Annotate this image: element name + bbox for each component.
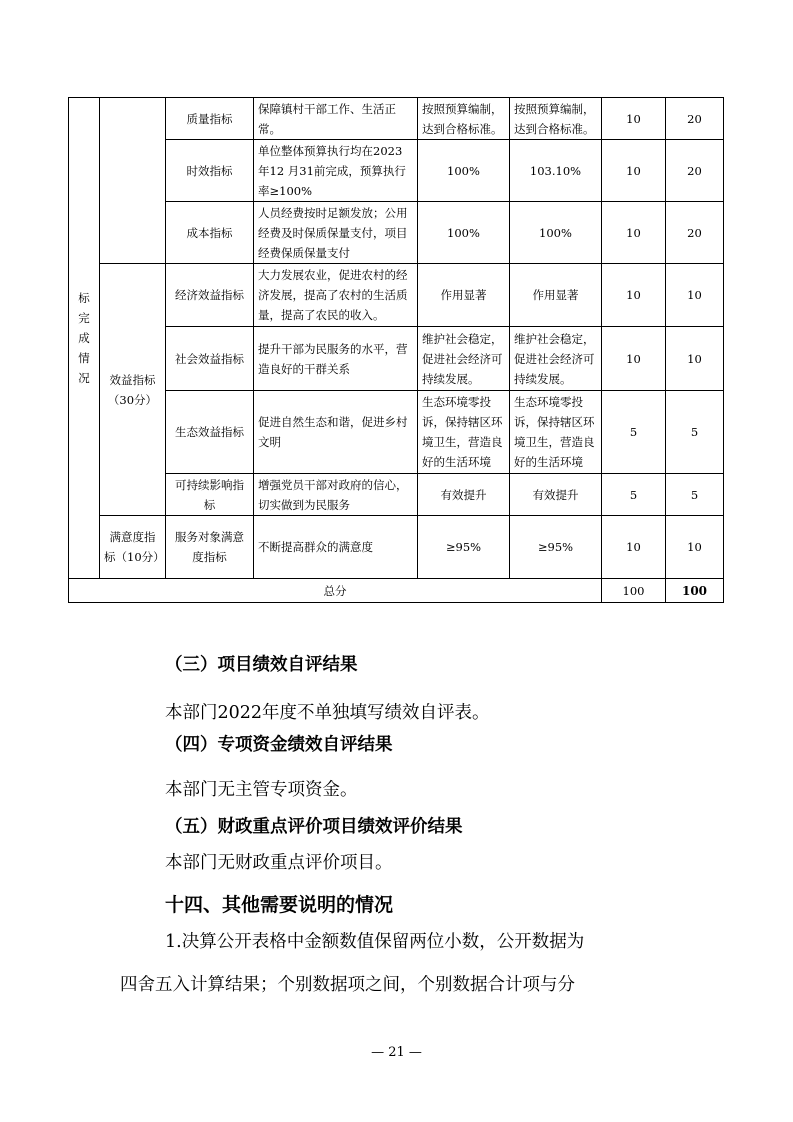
- content-cell: 提升干部为民服务的水平，营造良好的干群关系: [254, 327, 418, 391]
- target-cell: 100%: [418, 140, 510, 202]
- weight-cell: 10: [602, 516, 666, 579]
- weight-cell: 5: [602, 474, 666, 516]
- target-cell: 作用显著: [418, 264, 510, 327]
- target-cell: 生态环境零投诉，保持辖区环境卫生，营造良好的生活环境: [418, 391, 510, 474]
- table-row: [69, 202, 724, 264]
- total-label: 总分: [69, 579, 602, 603]
- target-cell: 100%: [418, 202, 510, 264]
- table-row: [69, 391, 724, 474]
- weight-cell: 10: [602, 264, 666, 327]
- actual-cell: 按照预算编制，达到合格标准。: [510, 98, 602, 140]
- heading-other-matters: 十四、其他需要说明的情况: [165, 894, 394, 916]
- content-cell: 单位整体预算执行均在2023年12 月31前完成，预算执行率≥100%: [254, 140, 418, 202]
- indicator-cell: 时效指标: [166, 140, 254, 202]
- weight-cell: 10: [602, 98, 666, 140]
- content-cell: 大力发展农业，促进农村的经济发展，提高了农村的生活质量，提高了农民的收入。: [254, 264, 418, 327]
- actual-cell: 维护社会稳定，促进社会经济可持续发展。: [510, 327, 602, 391]
- content-cell: 人员经费按时足额发放；公用经费及时保质保量支付，项目经费保质保量支付: [254, 202, 418, 264]
- indicator-cell: 社会效益指标: [166, 327, 254, 391]
- indicator-cell: 服务对象满意度指标: [166, 516, 254, 579]
- table-row: [69, 516, 724, 579]
- target-cell: ≥95%: [418, 516, 510, 579]
- paragraph-project-results: 本部门2022年度不单独填写绩效自评表。: [165, 703, 490, 723]
- total-row: [69, 579, 724, 603]
- output-group-cell: [100, 98, 166, 264]
- table-row: [69, 264, 724, 327]
- performance-indicator-table: [68, 97, 724, 603]
- indicator-cell: 可持续影响指标: [166, 474, 254, 516]
- score-cell: 5: [666, 474, 724, 516]
- content-cell: 保障镇村干部工作、生活正常。: [254, 98, 418, 140]
- total-weight: 100: [602, 579, 666, 603]
- paragraph-other-line-1: 1.决算公开表格中金额数值保留两位小数，公开数据为: [165, 932, 585, 952]
- total-score: 100: [666, 579, 724, 603]
- content-cell: 促进自然生态和谐，促进乡村文明: [254, 391, 418, 474]
- score-cell: 10: [666, 516, 724, 579]
- actual-cell: 作用显著: [510, 264, 602, 327]
- weight-cell: 5: [602, 391, 666, 474]
- target-cell: 按照预算编制，达到合格标准。: [418, 98, 510, 140]
- benefit-group-cell: 效益指标（30分）: [100, 264, 166, 516]
- actual-cell: ≥95%: [510, 516, 602, 579]
- paragraph-other-line-2: 四舍五入计算结果；个别数据项之间，个别数据合计项与分: [120, 975, 575, 995]
- score-cell: 10: [666, 264, 724, 327]
- indicator-cell: 成本指标: [166, 202, 254, 264]
- content-cell: 增强党员干部对政府的信心，切实做到为民服务: [254, 474, 418, 516]
- satisfaction-group-cell: 满意度指标（10分）: [100, 516, 166, 579]
- paragraph-fiscal-evaluation: 本部门无财政重点评价项目。: [165, 853, 393, 873]
- category-cell: 标 完 成 情 况: [69, 98, 100, 579]
- heading-fiscal-evaluation: （五）财政重点评价项目绩效评价结果: [165, 817, 463, 837]
- actual-cell: 生态环境零投诉，保持辖区环境卫生，营造良好的生活环境: [510, 391, 602, 474]
- weight-cell: 10: [602, 202, 666, 264]
- weight-cell: 10: [602, 327, 666, 391]
- score-cell: 5: [666, 391, 724, 474]
- score-cell: 10: [666, 327, 724, 391]
- weight-cell: 10: [602, 140, 666, 202]
- heading-special-funds: （四）专项资金绩效自评结果: [165, 735, 393, 755]
- content-cell: 不断提高群众的满意度: [254, 516, 418, 579]
- indicator-cell: 生态效益指标: [166, 391, 254, 474]
- table-row: [69, 327, 724, 391]
- table-row: [69, 140, 724, 202]
- indicator-cell: 质量指标: [166, 98, 254, 140]
- target-cell: 有效提升: [418, 474, 510, 516]
- target-cell: 维护社会稳定，促进社会经济可持续发展。: [418, 327, 510, 391]
- actual-cell: 103.10%: [510, 140, 602, 202]
- paragraph-special-funds: 本部门无主管专项资金。: [165, 780, 358, 800]
- indicator-cell: 经济效益指标: [166, 264, 254, 327]
- actual-cell: 有效提升: [510, 474, 602, 516]
- score-cell: 20: [666, 98, 724, 140]
- score-cell: 20: [666, 140, 724, 202]
- table-row: [69, 98, 724, 140]
- page-number: — 21 —: [371, 1045, 422, 1060]
- heading-project-results: （三）项目绩效自评结果: [165, 655, 358, 675]
- actual-cell: 100%: [510, 202, 602, 264]
- table-row: [69, 474, 724, 516]
- score-cell: 20: [666, 202, 724, 264]
